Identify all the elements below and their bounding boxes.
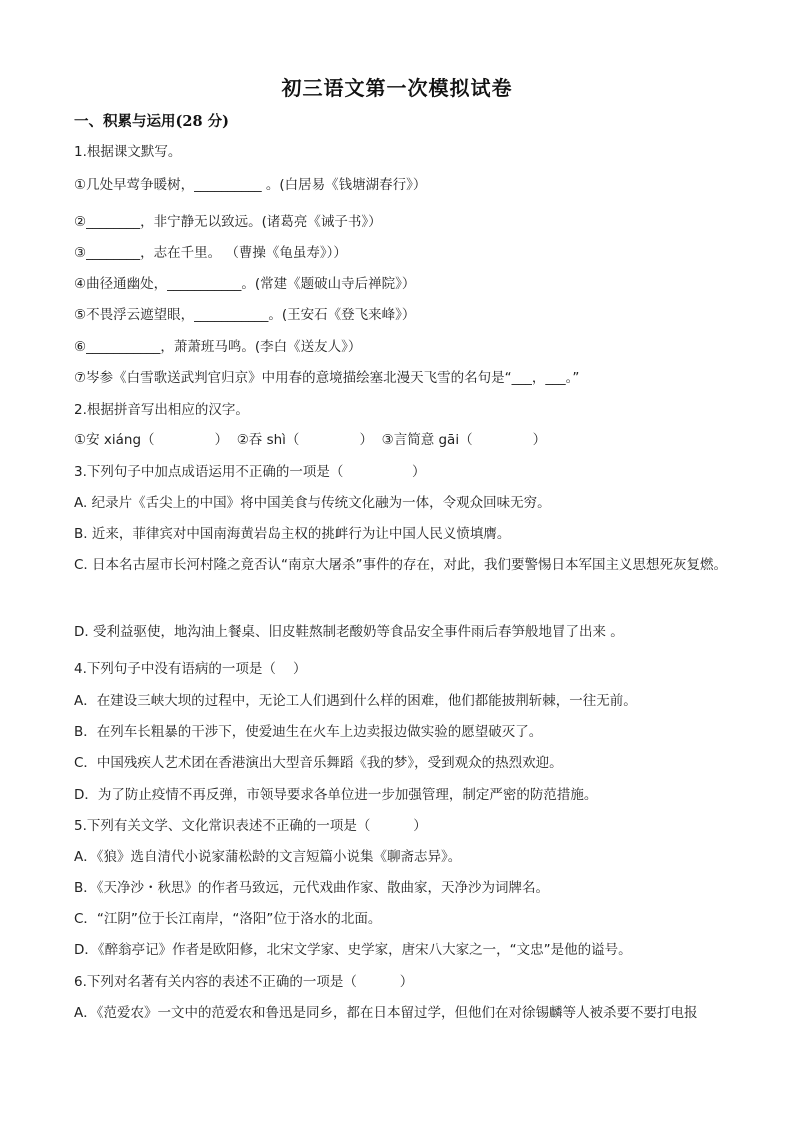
question-3-option-b: B. 近来，菲律宾对中国南海黄岩岛主权的挑衅行为让中国人民义愤填膺。 bbox=[74, 526, 511, 542]
question-1-stem: 1.根据课文默写。 bbox=[74, 144, 182, 160]
question-3-stem: 3.下列句子中加点成语运用不正确的一项是（ ） bbox=[74, 464, 426, 480]
question-4-option-a: A．在建设三峡大坝的过程中，无论工人们遇到什么样的困难，他们都能披荆斩棘，一往无前。 bbox=[74, 693, 637, 709]
question-4-option-c: C．中国残疾人艺术团在香港演出大型音乐舞蹈《我的梦》，受到观众的热烈欢迎。 bbox=[74, 755, 563, 771]
question-5-option-c: C．“江阴”位于长江南岸，“洛阳”位于洛水的北面。 bbox=[74, 911, 382, 927]
question-1-item-6: ⑥___________，萧萧班马鸣。(李白《送友人》） bbox=[74, 339, 362, 355]
question-4-stem: 4.下列句子中没有语病的一项是（ ） bbox=[74, 661, 307, 677]
question-1-item-5: ⑤不畏浮云遮望眼，___________。(王安石《登飞来峰》） bbox=[74, 307, 416, 323]
question-5-stem: 5.下列有关文学、文化常识表述不正确的一项是（ ） bbox=[74, 818, 427, 834]
question-1-item-2: ②________，非宁静无以致远。(诸葛亮《诫子书》） bbox=[74, 214, 382, 230]
page-title: 初三语文第一次模拟试卷 bbox=[281, 76, 513, 100]
question-5-option-a: A．《狼》选自清代小说家蒲松龄的文言短篇小说集《聊斋志异》。 bbox=[74, 849, 462, 865]
question-1-item-3: ③________，志在千里。 （曹操《龟虽寿》）） bbox=[74, 245, 347, 261]
question-5-option-b: B．《天净沙・秋思》的作者马致远，元代戏曲作家、散曲家，天净沙为词牌名。 bbox=[74, 880, 550, 896]
question-1-item-1: ①几处早莺争暖树，__________ 。(白居易《钱塘湖春行》） bbox=[74, 177, 427, 193]
section-heading: 一、积累与运用(28 分) bbox=[74, 113, 229, 130]
question-3-option-c: C. 日本名古屋市长河村隆之竟否认“南京大屠杀”事件的存在，对此，我们要警惕日本军国主义思想死灰复燃。 bbox=[74, 557, 727, 573]
question-1-item-7: ⑦岑参《白雪歌送武判官归京》中用春的意境描绘塞北漫天飞雪的名句是“___，___。” bbox=[74, 370, 580, 386]
question-4-option-b: B．在列车长粗暴的干涉下，使爱迪生在火车上边卖报边做实验的愿望破灭了。 bbox=[74, 724, 543, 740]
question-2-stem: 2.根据拼音写出相应的汉字。 bbox=[74, 402, 249, 418]
question-6-stem: 6.下列对名著有关内容的表述不正确的一项是（ ） bbox=[74, 974, 414, 990]
question-2-items: ①安 xiáng（ ） ②吞 shì（ ） ③言简意 gāi（ ） bbox=[74, 432, 547, 448]
question-3-option-a: A. 纪录片《舌尖上的中国》将中国美食与传统文化融为一体，令观众回味无穷。 bbox=[74, 495, 551, 511]
question-4-option-d: D．为了防止疫情不再反弹，市领导要求各单位进一步加强管理，制定严密的防范措施。 bbox=[74, 787, 598, 803]
question-5-option-d: D．《醉翁亭记》作者是欧阳修，北宋文学家、史学家，唐宋八大家之一，“文忠”是他的谥号。 bbox=[74, 942, 632, 958]
question-6-option-a: A．《范爱农》一文中的范爱农和鲁迅是同乡，都在日本留过学，但他们在对徐锡麟等人被杀要不要打电报 bbox=[74, 1005, 698, 1021]
question-1-item-4: ④曲径通幽处，___________。(常建《题破山寺后禅院》） bbox=[74, 276, 416, 292]
question-3-option-d: D. 受利益驱使，地沟油上餐桌、旧皮鞋熬制老酸奶等食品安全事件雨后春笋般地冒了出来 。 bbox=[74, 624, 624, 640]
